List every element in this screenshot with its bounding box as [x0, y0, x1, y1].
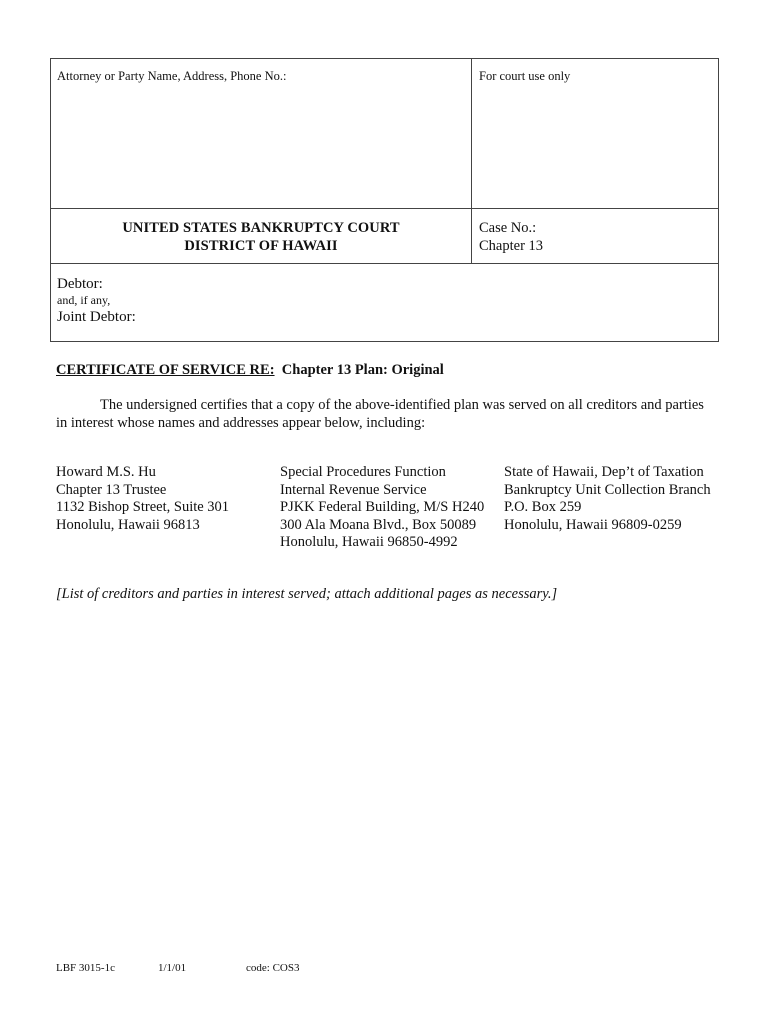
footer-code: code: COS3: [246, 962, 300, 974]
recipient-line: 1132 Bishop Street, Suite 301: [56, 499, 230, 515]
debtor-block: [57, 275, 136, 326]
certificate-title-rest: Chapter 13 Plan: Original: [281, 362, 444, 378]
court-use-label: For court use only: [479, 69, 571, 83]
joint-debtor-label: Joint Debtor:: [57, 309, 136, 325]
court-name-line1: UNITED STATES BANKRUPTCY COURT: [122, 220, 400, 236]
footer-date: 1/1/01: [158, 962, 187, 974]
recipient-line: 300 Ala Moana Blvd., Box 50089: [280, 516, 477, 533]
recipient-line: State of Hawaii, Dep’t of Taxation: [504, 464, 704, 480]
case-info: [479, 219, 543, 255]
row-divider-2: [51, 263, 718, 264]
debtor-label: Debtor:: [57, 276, 103, 292]
recipient-line: Bankruptcy Unit Collection Branch: [504, 481, 711, 498]
footer-form-id: LBF 3015-1c: [56, 962, 115, 974]
recipient-line: Honolulu, Hawaii 96850-4992: [280, 534, 458, 550]
recipient-state-taxation: [504, 464, 711, 534]
column-divider: [471, 59, 472, 263]
creditors-note: [List of creditors and parties in interest served; attach additional pages as necessary.]: [56, 586, 558, 602]
caption-box: [50, 58, 719, 342]
recipient-trustee: [56, 464, 229, 534]
recipient-line: Chapter 13 Trustee: [56, 481, 167, 498]
court-name: [51, 219, 471, 255]
chapter-label: Chapter 13: [479, 238, 544, 254]
court-name-line2: DISTRICT OF HAWAII: [184, 238, 338, 254]
and-if-any-label: and, if any,: [57, 293, 111, 307]
recipient-line: PJKK Federal Building, M/S H240: [280, 499, 485, 515]
certificate-paragraph: [56, 396, 716, 432]
certificate-title: [56, 362, 444, 379]
certificate-title-prefix: CERTIFICATE OF SERVICE RE:: [56, 362, 275, 378]
row-divider-1: [51, 208, 718, 209]
certificate-paragraph-text: The undersigned certifies that a copy of the above-identified plan was served on all creditors and parties in interest whose names and addresses appear below, including:: [56, 397, 704, 431]
attorney-label: Attorney or Party Name, Address, Phone No.:: [57, 69, 287, 83]
recipient-line: Honolulu, Hawaii 96809-0259: [504, 516, 682, 533]
case-no-label: Case No.:: [479, 220, 537, 236]
recipient-line: Special Procedures Function: [280, 464, 446, 480]
recipient-irs: [280, 464, 484, 552]
recipient-line: P.O. Box 259: [504, 499, 582, 515]
recipient-line: Internal Revenue Service: [280, 481, 427, 498]
recipient-line: Honolulu, Hawaii 96813: [56, 516, 200, 533]
recipient-line: Howard M.S. Hu: [56, 464, 156, 480]
